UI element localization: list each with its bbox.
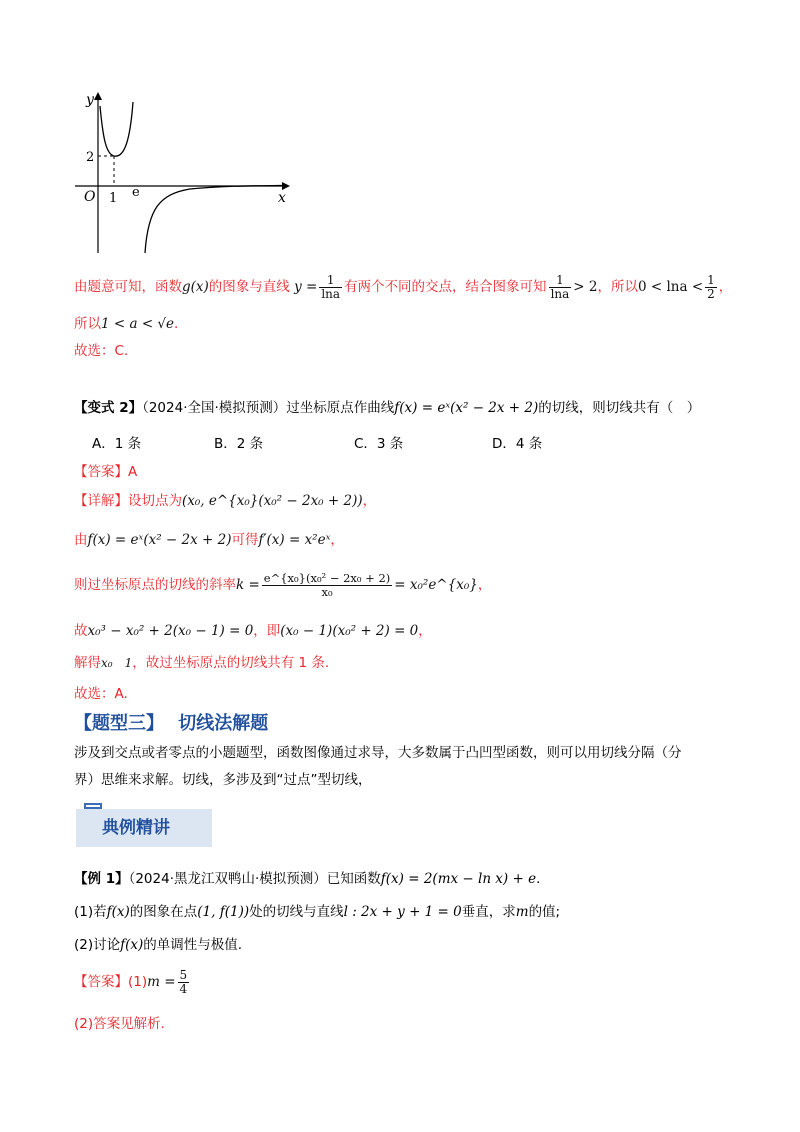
solution1-gt: > 2 [573, 279, 598, 295]
detail-5-math: x₀ 1 [101, 656, 133, 670]
variant2-options [92, 433, 612, 455]
q1-a: (1)若 [74, 904, 107, 920]
ans1-fraction [178, 969, 190, 995]
solution1-ineq: 0 < lna < [638, 279, 704, 295]
solution1-text-c: 有两个不同的交点，结合图象可知 [344, 279, 547, 295]
detail-1-end: ， [362, 493, 377, 509]
x-axis-arrow [282, 182, 290, 190]
y-axis-label: y [86, 92, 94, 108]
q2-a: (2)讨论 [74, 937, 121, 953]
function-graph [70, 88, 295, 258]
q1-d: 垂直，求 [461, 904, 516, 920]
detail-5-b: ，故过坐标原点的切线共有 1 条. [132, 655, 330, 671]
option-b[interactable]: B．2 条 [214, 436, 264, 452]
detail-5-a: 解得 [74, 655, 101, 671]
detail-4-b: ，即 [253, 623, 281, 639]
answer-value: A [128, 464, 138, 480]
banner-box: 典例精讲 [76, 809, 212, 847]
example1-tag: 【例 1】 [74, 871, 129, 887]
detail-2-math2: f′(x) = x²eˣ [258, 532, 331, 548]
detail-3-k: k = [236, 577, 260, 593]
example1-answer-1 [74, 962, 191, 1002]
example1-q2 [74, 934, 242, 956]
answer-tag: 【答案】 [74, 974, 128, 990]
type3-title [74, 710, 268, 738]
curve-right-branch [145, 186, 282, 254]
variant2-detail-3 [74, 562, 491, 608]
curve-left-branch [100, 102, 133, 156]
variant2-detail-1 [74, 490, 376, 512]
solution1-line2-a: 所以 [74, 316, 101, 332]
option-a[interactable]: A．1 条 [92, 436, 142, 452]
detail-1-math: (x₀, e^{x₀}(x₀² − 2x₀ + 2)) [182, 493, 363, 509]
detail-4-math2: (x₀ − 1)(x₀² + 2) = 0 [280, 623, 419, 639]
q1-b: 的图象在点 [129, 904, 198, 920]
detail-3-a: 则过坐标原点的切线的斜率 [74, 577, 236, 593]
variant2-detail-4 [74, 620, 432, 642]
origin-label: O [84, 189, 96, 205]
slope-fraction [262, 572, 392, 597]
answer-tag: 【答案】 [74, 464, 128, 480]
detail-4-c: ， [418, 623, 432, 639]
fraction-1-over-lna [319, 274, 342, 300]
variant2-question [74, 397, 700, 419]
fraction-num: 1 [549, 274, 572, 288]
type3-para-2: 界）思维来求解。切线，多涉及到“过点”型切线， [74, 772, 372, 788]
solution1-choice: 故选：C. [74, 343, 129, 359]
solution1-line1 [74, 270, 732, 304]
detail-2-a: 由 [74, 532, 88, 548]
solution1-text-d: ，所以 [597, 279, 638, 295]
ans1-pre: (1) [128, 974, 148, 990]
variant2-source: （2024·全国·模拟预测）过坐标原点作曲线 [142, 400, 395, 416]
q2-b: 的单调性与极值. [143, 937, 243, 953]
fraction-1-over-lna-2 [549, 274, 572, 300]
fraction-den: lna [321, 286, 341, 301]
option-c[interactable]: C．3 条 [354, 436, 404, 452]
detail-1-text: 设切点为 [128, 493, 182, 509]
option-d[interactable]: D．4 条 [492, 436, 543, 452]
detail-3-end: ， [477, 577, 492, 593]
type3-para-1: 涉及到交点或者零点的小题题型，函数图像通过求导，大多数属于凸凹型函数，则可以用切线分隔（分 [74, 745, 682, 761]
x-axis-label: x [278, 190, 286, 206]
q1-f: f(x) [106, 904, 130, 920]
variant2-choice: 故选：A. [74, 686, 128, 702]
fraction-num: 1 [319, 274, 342, 288]
fraction-half [705, 274, 717, 300]
solution1-y: y = [294, 279, 318, 295]
example1-question [74, 868, 540, 890]
variant2-tail: 的切线，则切线共有（ ） [538, 400, 701, 416]
example1-q1 [74, 901, 560, 923]
solution1-end: ， [718, 279, 733, 295]
y-axis-arrow [94, 92, 102, 100]
solution1-line2-end: . [174, 316, 179, 332]
example1-func: f(x) = 2(mx − ln x) + e [380, 871, 537, 887]
variant2-detail-5 [74, 652, 329, 674]
solution1-text-a: 由题意可知，函数 [74, 279, 182, 295]
solution1-text-b: 的图象与直线 [208, 279, 290, 295]
slope-den: x₀ [321, 584, 333, 599]
detail-2-math: f(x) = eˣ(x² − 2x + 2) [87, 532, 232, 548]
type3-title-bracket: 【题型三】 [74, 713, 164, 734]
variant2-func: f(x) = eˣ(x² − 2x + 2) [394, 400, 539, 416]
solution1-line2 [74, 313, 178, 335]
q1-e: 的值; [528, 904, 561, 920]
type3-title-text: 切线法解题 [178, 713, 269, 734]
ans1-den: 4 [179, 981, 188, 996]
example1-end: . [536, 871, 541, 887]
detail-4-a: 故 [74, 623, 88, 639]
detail-2-b: 可得 [231, 532, 259, 548]
tick-x1-label: 1 [109, 191, 118, 206]
variant2-tag: 【变式 2】 [74, 400, 143, 416]
q1-line: l : 2x + y + 1 = 0 [343, 904, 462, 920]
tick-y2-label: 2 [86, 150, 95, 165]
ans1-m: m = [147, 974, 176, 990]
fraction-den: lna [550, 286, 570, 301]
ans1-num: 5 [179, 967, 188, 982]
q2-f: f(x) [120, 937, 144, 953]
fraction-den: 2 [707, 286, 715, 301]
detail-4-math: x₀³ − x₀² + 2(x₀ − 1) = 0 [87, 623, 254, 639]
detail-tag: 【详解】 [74, 493, 128, 509]
example1-answer-2: (2)答案见解析. [74, 1016, 165, 1032]
variant2-detail-2 [74, 529, 344, 551]
solution1-g: g(x) [182, 279, 209, 295]
tick-xe-label: e [132, 185, 140, 200]
fraction-num: 1 [707, 272, 715, 287]
example-banner [76, 803, 216, 849]
q1-m: m [515, 904, 529, 920]
q1-c: 处的切线与直线 [249, 904, 344, 920]
solution1-line2-math: 1 < a < √e [101, 316, 175, 332]
variant2-answer [74, 461, 137, 483]
detail-2-c: ， [330, 532, 344, 548]
example1-source: （2024·黑龙江双鸭山·模拟预测）已知函数 [128, 871, 381, 887]
slope-num: e^{x₀}(x₀² − 2x₀ + 2) [263, 571, 391, 586]
detail-3-result: = x₀²e^{x₀} [394, 577, 478, 593]
q1-point: (1, f(1)) [197, 904, 250, 920]
